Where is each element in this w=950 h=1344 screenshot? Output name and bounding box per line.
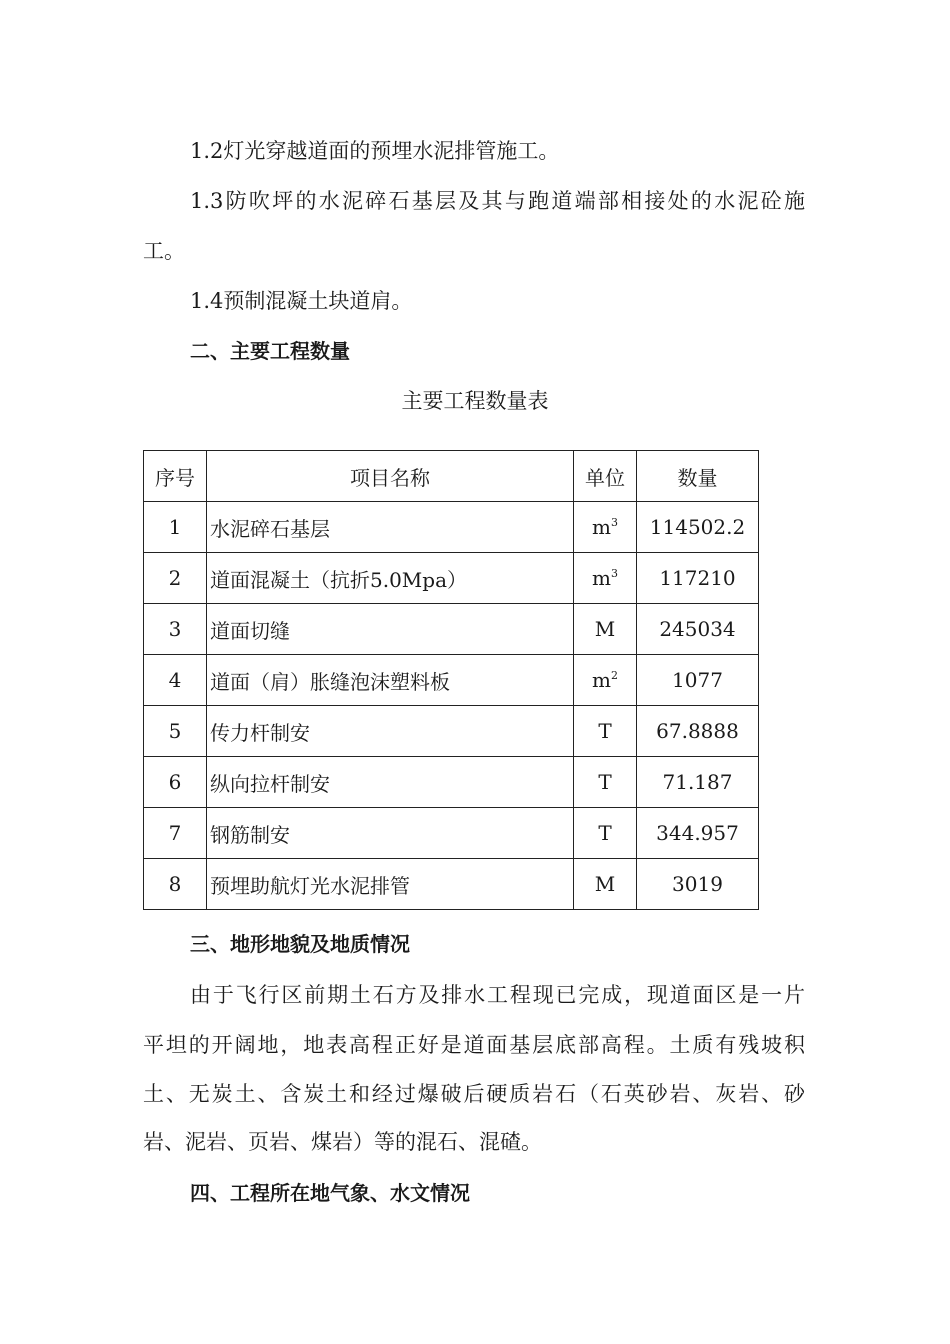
header-qty: 数量 xyxy=(637,451,759,502)
paragraph-1-2: 1.2灯光穿越道面的预埋水泥排管施工。 xyxy=(190,139,560,163)
table-row xyxy=(144,604,759,655)
table-row xyxy=(144,706,759,757)
cell-qty: 71.187 xyxy=(637,757,759,808)
quantity-table xyxy=(143,450,759,910)
cell-qty: 67.8888 xyxy=(637,706,759,757)
cell-no: 6 xyxy=(144,757,207,808)
paragraph-1-3-cont: 工。 xyxy=(143,239,185,263)
section-3-heading: 三、地形地貌及地质情况 xyxy=(190,932,410,956)
cell-qty: 117210 xyxy=(637,553,759,604)
unit-text: M xyxy=(594,872,616,896)
cell-no: 7 xyxy=(144,808,207,859)
cell-unit xyxy=(574,706,637,757)
cell-name: 道面（肩）胀缝泡沫塑料板 xyxy=(207,655,574,706)
cell-unit xyxy=(574,553,637,604)
header-no: 序号 xyxy=(144,451,207,502)
cell-qty: 245034 xyxy=(637,604,759,655)
cell-no: 5 xyxy=(144,706,207,757)
cell-no: 3 xyxy=(144,604,207,655)
header-unit: 单位 xyxy=(574,451,637,502)
cell-no: 1 xyxy=(144,502,207,553)
cell-unit xyxy=(574,808,637,859)
section-3-paragraph-line-4: 岩、泥岩、页岩、煤岩）等的混石、混碴。 xyxy=(143,1130,542,1154)
table-row xyxy=(144,502,759,553)
section-2-heading: 二、主要工程数量 xyxy=(190,339,350,363)
cell-qty: 3019 xyxy=(637,859,759,910)
cell-unit xyxy=(574,655,637,706)
unit-sup: 3 xyxy=(610,567,618,580)
table-row xyxy=(144,808,759,859)
cell-unit xyxy=(574,604,637,655)
unit-sup: 3 xyxy=(610,516,618,529)
unit-text: m xyxy=(592,515,611,539)
table-row xyxy=(144,859,759,910)
unit-text: T xyxy=(598,770,612,794)
section-4-heading: 四、工程所在地气象、水文情况 xyxy=(190,1181,470,1205)
section-3-paragraph-line-1: 由于飞行区前期土石方及排水工程现已完成，现道面区是一片 xyxy=(190,983,805,1007)
cell-qty: 114502.2 xyxy=(637,502,759,553)
cell-name: 钢筋制安 xyxy=(207,808,574,859)
unit-text: T xyxy=(598,719,612,743)
unit-text: M xyxy=(594,617,616,641)
table-row xyxy=(144,757,759,808)
section-3-paragraph-line-3: 土、无炭土、含炭土和经过爆破后硬质岩石（石英砂岩、灰岩、砂 xyxy=(143,1082,805,1106)
cell-qty: 344.957 xyxy=(637,808,759,859)
cell-unit xyxy=(574,757,637,808)
cell-qty: 1077 xyxy=(637,655,759,706)
unit-text: m xyxy=(592,668,611,692)
cell-name: 水泥碎石基层 xyxy=(207,502,574,553)
paragraph-1-4: 1.4预制混凝土块道肩。 xyxy=(190,289,413,313)
cell-name: 纵向拉杆制安 xyxy=(207,757,574,808)
table-row xyxy=(144,655,759,706)
cell-name: 道面混凝土（抗折5.0Mpa） xyxy=(207,553,574,604)
cell-name: 传力杆制安 xyxy=(207,706,574,757)
table-caption: 主要工程数量表 xyxy=(401,389,549,413)
cell-no: 2 xyxy=(144,553,207,604)
cell-unit xyxy=(574,502,637,553)
cell-name: 预埋助航灯光水泥排管 xyxy=(207,859,574,910)
cell-unit xyxy=(574,859,637,910)
unit-sup: 2 xyxy=(610,669,618,682)
section-3-paragraph-line-2: 平坦的开阔地，地表高程正好是道面基层底部高程。土质有残坡积 xyxy=(143,1033,805,1057)
unit-text: m xyxy=(592,566,611,590)
paragraph-1-3: 1.3防吹坪的水泥碎石基层及其与跑道端部相接处的水泥砼施 xyxy=(190,189,805,213)
cell-no: 4 xyxy=(144,655,207,706)
header-name: 项目名称 xyxy=(207,451,574,502)
unit-text: T xyxy=(598,821,612,845)
cell-no: 8 xyxy=(144,859,207,910)
cell-name: 道面切缝 xyxy=(207,604,574,655)
table-row xyxy=(144,553,759,604)
table-header-row xyxy=(144,451,759,502)
